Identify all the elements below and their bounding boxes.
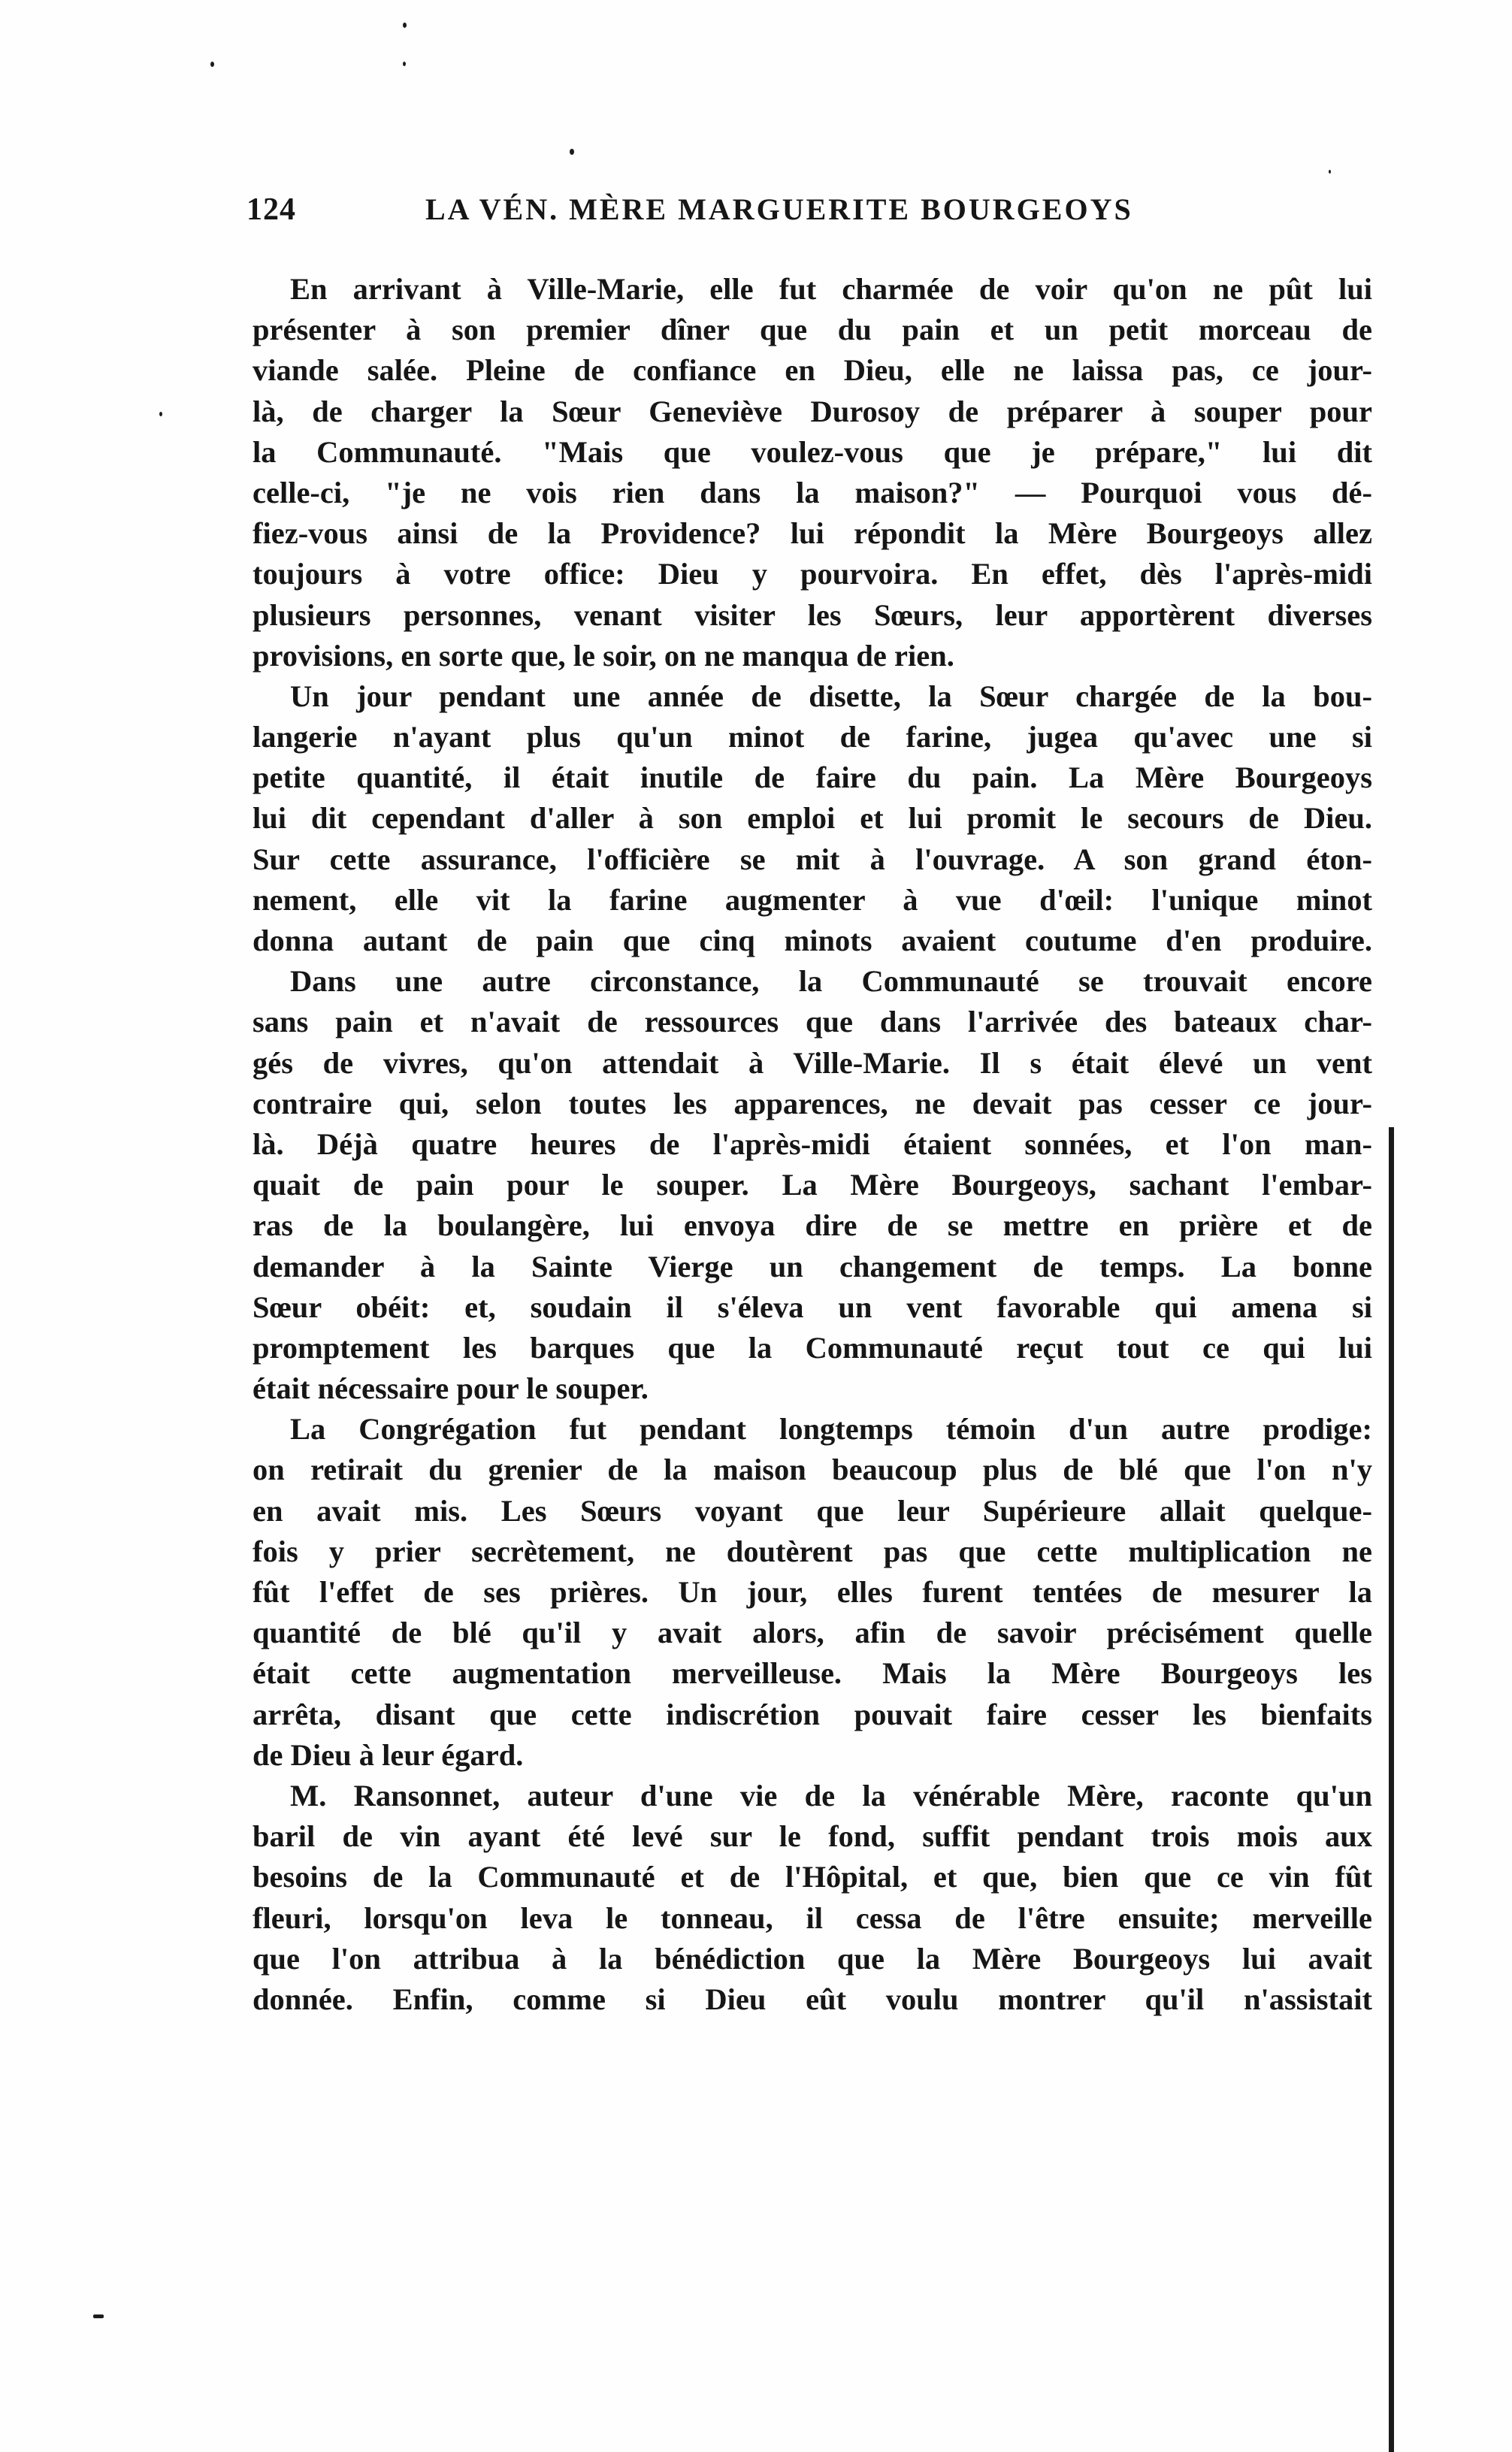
text-line: baril de vin ayant été levé sur le fond, suffit pendant trois mois aux xyxy=(253,1819,1372,1854)
ink-speck xyxy=(1329,170,1331,174)
ink-speck xyxy=(93,2314,104,2318)
text-line: la Communauté. "Mais que voulez-vous que je prépare," lui dit xyxy=(253,434,1372,469)
text-line: demander à la Sainte Vierge un changement de temps. La bonne xyxy=(253,1249,1372,1283)
text-line: La Congrégation fut pendant longtemps témoin d'un autre prodige: xyxy=(290,1412,1372,1447)
text-line: celle-ci, "je ne vois rien dans la maison?" — Pourquoi vous dé- xyxy=(253,475,1372,509)
ink-speck xyxy=(403,62,406,66)
page-header xyxy=(246,192,1284,237)
text-line: donna autant de pain que cinq minots avaient coutume d'en produire. xyxy=(253,924,1372,957)
text-line: là. Déjà quatre heures de l'après-midi étaient sonnées, et l'on man- xyxy=(253,1126,1372,1161)
text-line: gés de vivres, qu'on attendait à Ville-Marie. Il s était élevé un vent xyxy=(253,1045,1372,1080)
text-line: Un jour pendant une année de disette, la Sœur chargée de la bou- xyxy=(290,679,1372,713)
text-line: plusieurs personnes, venant visiter les Sœurs, leur apportèrent diverses xyxy=(253,597,1372,632)
text-line: M. Ransonnet, auteur d'une vie de la vénérable Mère, raconte qu'un xyxy=(290,1778,1372,1813)
text-line: on retirait du grenier de la maison beaucoup plus de blé que l'on n'y xyxy=(253,1453,1372,1487)
page-number: 124 xyxy=(246,192,296,227)
page-edge-shadow xyxy=(1389,1127,1394,2452)
text-line: lui dit cependant d'aller à son emploi et lui promit le secours de Dieu. xyxy=(253,801,1372,836)
text-line: arrêta, disant que cette indiscrétion pouvait faire cesser les bienfaits xyxy=(253,1697,1372,1731)
text-line: sans pain et n'avait de ressources que dans l'arrivée des bateaux char- xyxy=(253,1005,1372,1039)
text-line: donnée. Enfin, comme si Dieu eût voulu montrer qu'il n'assistait xyxy=(253,1982,1372,2016)
text-line: Dans une autre circonstance, la Communauté se trouvait encore xyxy=(290,964,1372,999)
text-line: était nécessaire pour le souper. xyxy=(253,1371,649,1406)
text-line: nement, elle vit la farine augmenter à vue d'œil: l'unique minot xyxy=(253,882,1372,917)
text-line: Sœur obéit: et, soudain il s'éleva un vent favorable qui amena si xyxy=(253,1289,1372,1324)
text-line: viande salée. Pleine de confiance en Dieu, elle ne laissa pas, ce jour- xyxy=(253,353,1372,388)
text-line: fleuri, lorsqu'on leva le tonneau, il cessa de l'être ensuite; merveille xyxy=(253,1900,1372,1935)
text-line: fût l'effet de ses prières. Un jour, elles furent tentées de mesurer la xyxy=(253,1575,1372,1609)
text-line: présenter à son premier dîner que du pain et un petit morceau de xyxy=(253,313,1372,347)
text-line: fois y prier secrètement, ne doutèrent pas que cette multiplication ne xyxy=(253,1534,1372,1568)
text-line: en avait mis. Les Sœurs voyant que leur Supérieure allait quelque- xyxy=(253,1493,1372,1528)
text-line: que l'on attribua à la bénédiction que la Mère Bourgeoys lui avait xyxy=(253,1941,1372,1976)
text-line: besoins de la Communauté et de l'Hôpital, et que, bien que ce vin fût xyxy=(253,1860,1372,1894)
text-line: était cette augmentation merveilleuse. Mais la Mère Bourgeoys les xyxy=(253,1656,1372,1691)
ink-speck xyxy=(403,23,407,28)
ink-speck xyxy=(210,62,214,67)
text-line: quait de pain pour le souper. La Mère Bourgeoys, sachant l'embar- xyxy=(253,1168,1372,1202)
text-line: là, de charger la Sœur Geneviève Durosoy de préparer à souper pour xyxy=(253,394,1372,428)
text-line: provisions, en sorte que, le soir, on ne manqua de rien. xyxy=(253,638,954,673)
text-line: toujours à votre office: Dieu y pourvoira. En effet, dès l'après-midi xyxy=(253,557,1372,591)
text-line: Sur cette assurance, l'officière se mit à l'ouvrage. A son grand éton- xyxy=(253,842,1372,876)
body-text xyxy=(253,269,1372,2020)
text-line: contraire qui, selon toutes les apparences, ne devait pas cesser ce jour- xyxy=(253,1086,1372,1120)
text-line: promptement les barques que la Communauté reçut tout ce qui lui xyxy=(253,1330,1372,1365)
text-line: de Dieu à leur égard. xyxy=(253,1737,524,1772)
ink-speck xyxy=(570,149,574,155)
ink-speck xyxy=(159,412,162,416)
text-line: En arrivant à Ville-Marie, elle fut charmée de voir qu'on ne pût lui xyxy=(290,272,1372,306)
text-line: ras de la boulangère, lui envoya dire de se mettre en prière et de xyxy=(253,1208,1372,1243)
text-line: petite quantité, il était inutile de faire du pain. La Mère Bourgeoys xyxy=(253,760,1372,795)
text-line: langerie n'ayant plus qu'un minot de farine, jugea qu'avec une si xyxy=(253,720,1372,754)
running-title: LA VÉN. MÈRE MARGUERITE BOURGEOYS xyxy=(425,192,1133,226)
text-line: fiez-vous ainsi de la Providence? lui répondit la Mère Bourgeoys allez xyxy=(253,516,1372,551)
text-line: quantité de blé qu'il y avait alors, afin de savoir précisément quelle xyxy=(253,1616,1372,1650)
